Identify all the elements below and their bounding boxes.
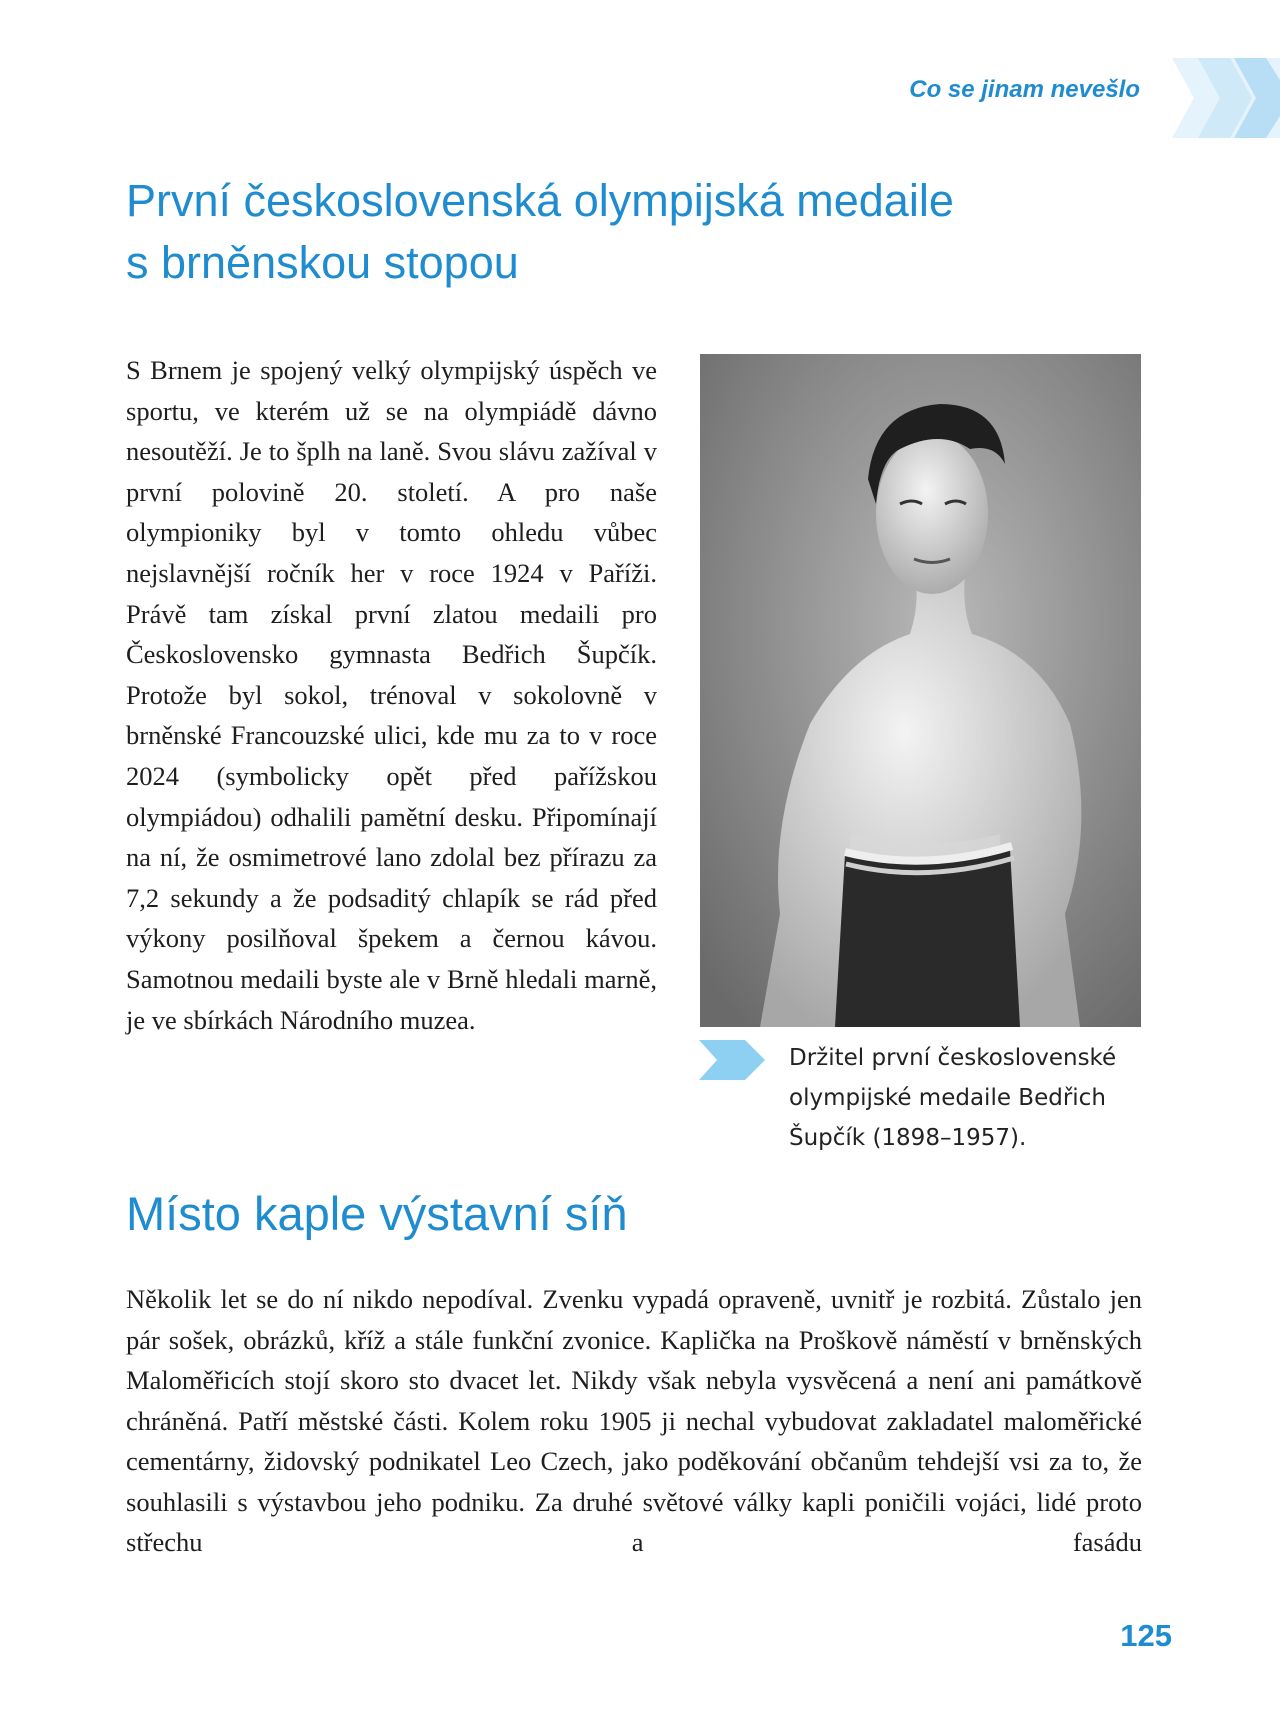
page-number: 125: [1120, 1618, 1172, 1653]
article-title: [126, 170, 1086, 294]
article-body: S Brnem je spojený velký olympijský úspěch ve sportu, ve kterém už se na olympiádě dávno nesoutěží. Je to šplh na laně. Svou slávu zažíval v první polovině 20. století. A pro naše olympioniky byl v tomto ohledu vůbec nejslavnější ročník her v roce 1924 v Paříži. Právě tam získal první zlatou medaili pro Československo gymnasta Bedřich Šupčík. Protože byl sokol, trénoval v sokolovně v brněnské Francouzské ulici, kde mu za to v roce 2024 (symbolicky opět před pařížskou olympiádou) odhalili pamětní desku. Připomínají na ní, že osmimetrové lano zdolal bez přírazu za 7,2 sekundy a že podsaditý chlapík se rád před výkony posilňoval špekem a černou kávou. Samotnou medaili byste ale v Brně hledali marně, je ve sbírkách Národního muzea.: [126, 355, 657, 1035]
section-title: Místo kaple výstavní síň: [126, 1187, 628, 1240]
caption-chevron-icon: [699, 1040, 771, 1080]
article-title-line-1: První československá olympijská medaile: [126, 175, 954, 226]
article-title-line-2: s brněnskou stopou: [126, 237, 519, 288]
header-chevron-icon: [1110, 58, 1280, 138]
photo-caption: Držitel první československé olympijské medaile Bedřich Šupčík (1898–1957).: [789, 1045, 1117, 1151]
section-body: Několik let se do ní nikdo nepodíval. Zvenku vypadá opraveně, uvnitř je rozbitá. Zůstalo jen pár sošek, obrázků, kříž a stále funkční zvonice. Kaplička na Proškově náměstí v brněnských Maloměřicích stojí skoro sto dvacet let. Nikdy však nebyla vysvěcená a není ani památkově chráněná. Patří městské části. Kolem roku 1905 ji nechal vybudovat zakladatel maloměřické cementárny, židovský podnikatel Leo Czech, jako poděkování občanům tehdejší vsi za to, že souhlasili s výstavbou jeho podniku. Za druhé světové války kapli poničili vojáci, lidé proto střechu a fasádu: [126, 1284, 1142, 1557]
portrait-photo: [700, 354, 1141, 1027]
running-head: Co se jinam nevešlo: [909, 76, 1140, 103]
